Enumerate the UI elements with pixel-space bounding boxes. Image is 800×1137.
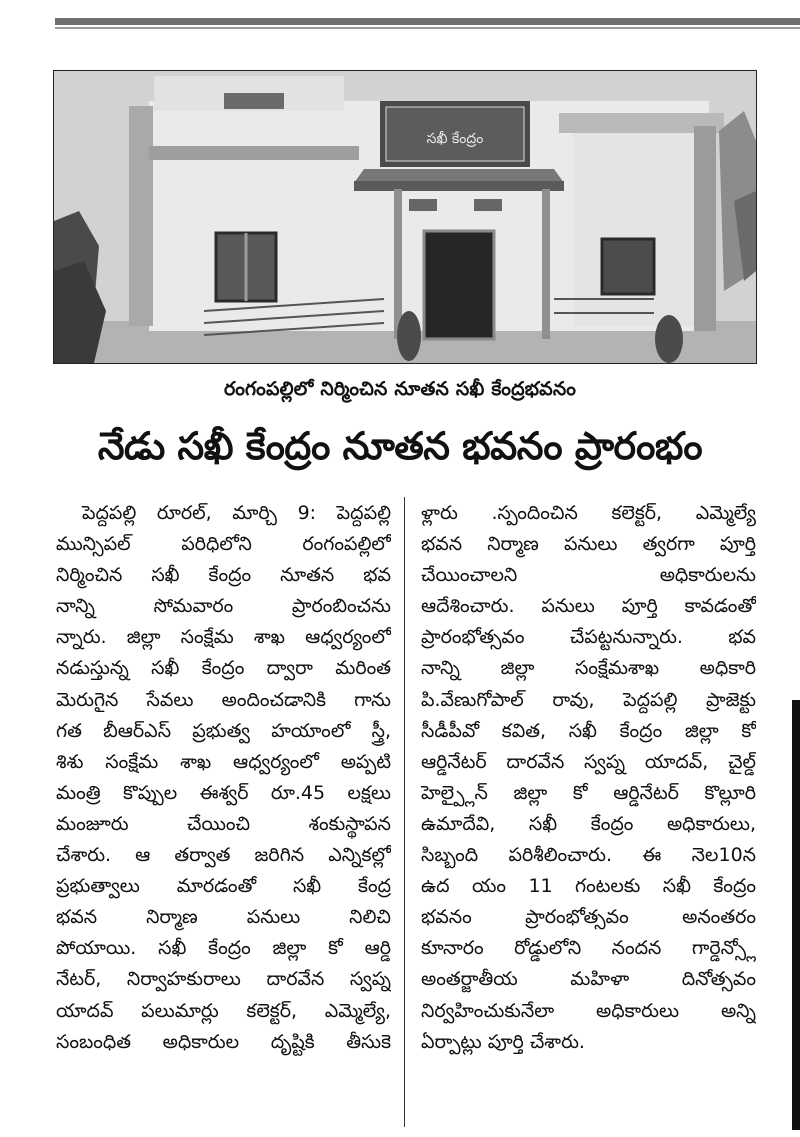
article-line: నాన్ని జిల్లా సంక్షేమశాఖ అధికారి bbox=[421, 657, 756, 680]
article-line: మంత్రి కొప్పుల ఈశ్వర్ రూ.45 లక్షలు bbox=[56, 781, 391, 804]
article-line: నడుస్తున్న సఖీ కేంద్రం ద్వారా మరింత bbox=[56, 657, 391, 680]
article-line: సిబ్బంది పరిశీలించారు. ఈ నెల10న bbox=[421, 844, 756, 867]
photo-caption: రంగంపల్లిలో నిర్మించిన నూతన సఖీ కేంద్రభవనం bbox=[223, 378, 577, 400]
sign-text: సఖీ కేంద్రం bbox=[426, 131, 484, 147]
article-line: మంజూరు చేయించి శంకుస్థాపన bbox=[56, 812, 391, 835]
column-divider bbox=[404, 497, 405, 1127]
article-line: ఉమాదేవి, సఖీ కేంద్రం అధికారులు, bbox=[421, 812, 756, 835]
article-line: భవనం ప్రారంభోత్సవం అనంతరం bbox=[421, 906, 756, 929]
article-line: ప్రభుత్వాలు మారడంతో సఖీ కేంద్ర bbox=[56, 875, 391, 898]
article-line: నాన్ని సోమవారం ప్రారంబించను bbox=[56, 595, 391, 618]
article-line: మున్సిపల్ పరిధిలోని రంగంపల్లిలో bbox=[56, 533, 391, 556]
article-line: భవన నిర్మాణ పనులు త్వరగా పూర్తి bbox=[421, 533, 756, 556]
article-line: ఏర్పాట్లు పూర్తి చేశారు. bbox=[421, 1030, 585, 1053]
top-rule bbox=[55, 18, 800, 25]
article-line: సీడీపీవో కవిత, సఖీ కేంద్రం జిల్లా కో bbox=[421, 719, 756, 742]
article-line: న్నారు. జిల్లా సంక్షేమ శాఖ ఆధ్వర్యంలో bbox=[56, 626, 391, 649]
article-column-right bbox=[421, 498, 756, 1058]
article-line: శిశు సంక్షేమ శాఖ ఆధ్వర్యంలో అప్పటి bbox=[56, 750, 391, 773]
article-line: ఆదేశించారు. పనులు పూర్తి కావడంతో bbox=[421, 595, 756, 618]
article-column-left bbox=[56, 498, 391, 1058]
building-photo bbox=[53, 70, 757, 364]
article-line: కూనారం రోడ్డులోని నందన గార్డెన్స్లో bbox=[421, 937, 756, 960]
building-illustration bbox=[54, 71, 756, 363]
article-line: ఉద యం 11 గంటలకు సఖీ కేంద్రం bbox=[421, 875, 756, 898]
article-line: పి.వేణుగోపాల్ రావు, పెద్దపల్లి ప్రాజెక్టు bbox=[421, 688, 756, 711]
article-line: యాదవ్ పలుమార్లు కలెక్టర్, ఎమ్మెల్యే, bbox=[56, 999, 391, 1022]
page-edge-bar bbox=[792, 700, 800, 1130]
article-line: నేటర్, నిర్వాహకురాలు దారవేన స్వప్న bbox=[56, 968, 391, 991]
article-line: మెరుగైన సేవలు అందించడానికి గాను bbox=[56, 688, 391, 711]
article-line: పెద్దపల్లి రూరల్, మార్చి 9: పెద్దపల్లి bbox=[82, 502, 391, 524]
article-line: గత బీఆర్ఎస్ ప్రభుత్వ హయాంలో స్త్రీ, bbox=[56, 719, 391, 742]
article-line: చేయించాలని అధికారులను bbox=[421, 564, 756, 587]
article-line: ప్రారంభోత్సవం చేపట్టనున్నారు. భవ bbox=[421, 626, 756, 649]
article-line: నిర్మించిన సఖీ కేంద్రం నూతన భవ bbox=[56, 564, 391, 587]
article-line: అంతర్జాతీయ మహిళా దినోత్సవం bbox=[421, 968, 756, 991]
article-line: హెల్ప్లైన్ జిల్లా కో ఆర్డినేటర్ కొల్లూరి bbox=[421, 781, 756, 804]
article-line: భవన నిర్మాణ పనులు నిలిచి bbox=[56, 906, 391, 929]
article-line: ళ్లారు .స్పందించిన కలెక్టర్, ఎమ్మెల్యే bbox=[421, 502, 756, 524]
article-line: ఆర్డినేటర్ దారవేన స్వప్న యాదవ్, చైల్డ్ bbox=[421, 750, 756, 773]
article-line: నిర్వహించుకునేలా అధికారులు అన్ని bbox=[421, 999, 756, 1022]
article-line: చేశారు. ఆ తర్వాత జరిగిన ఎన్నికల్లో bbox=[56, 844, 391, 867]
headline: నేడు సఖీ కేంద్రం నూతన భవనం ప్రారంభం bbox=[97, 424, 703, 468]
article-line: సంబంధిత అధికారుల దృష్టికి తీసుకె bbox=[56, 1030, 391, 1053]
article-line: పోయాయి. సఖీ కేంద్రం జిల్లా కో ఆర్డి bbox=[56, 937, 391, 960]
